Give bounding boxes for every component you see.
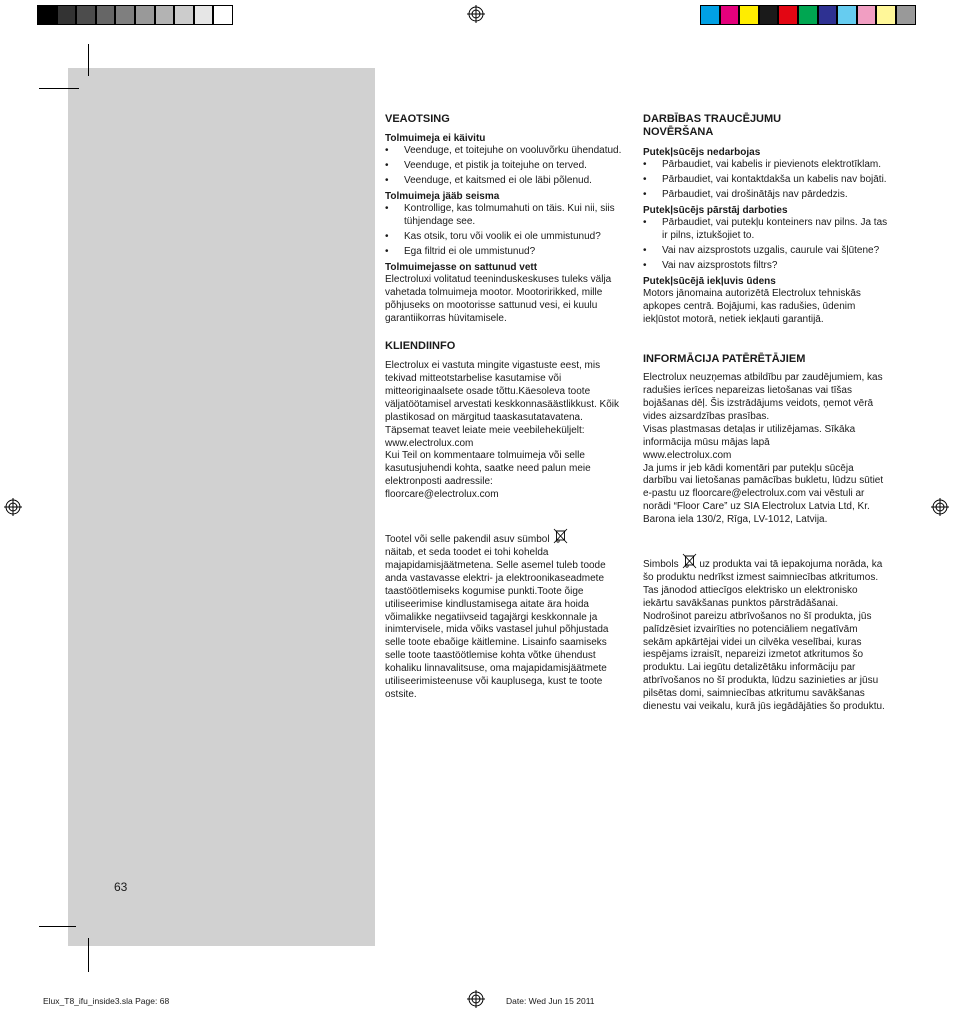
website: www.electrolux.com: [385, 437, 474, 449]
color-swatch: [76, 5, 96, 25]
color-swatch: [174, 5, 194, 25]
section-title-line-1: DARBĪBAS TRAUCĒJUMU: [643, 113, 782, 125]
list-item: • Pārbaudiet, vai drošinātājs nav pārdedzis.: [643, 189, 888, 202]
section-title: VEAOTSING: [385, 113, 450, 125]
list-item: • Vai nav aizsprostots uzgalis, caurule vai šļūtene?: [643, 245, 888, 258]
bullet-list: [385, 203, 625, 259]
crossed-out-wheelie-bin-icon: [682, 553, 697, 569]
registration-mark-icon: [467, 5, 485, 23]
color-swatch: [57, 5, 77, 25]
paragraph: [385, 528, 625, 702]
color-swatch: [759, 5, 779, 25]
page-number: 63: [114, 880, 128, 894]
color-swatch: [818, 5, 838, 25]
symbol-lead: Simbols: [643, 559, 679, 571]
bullet-list: [643, 159, 888, 202]
list-item: • Pārbaudiet, vai putekļu konteiners nav pilns. Ja tas ir pilns, iztukšojiet to.: [643, 217, 888, 243]
color-swatch: [700, 5, 720, 25]
color-swatch: [155, 5, 175, 25]
list-item: • Veenduge, et kaitsmed ei ole läbi põlenud.: [385, 175, 625, 188]
list-item: • Kas otsik, toru või voolik ei ole ummistunud?: [385, 231, 625, 244]
section-title-line-2: NOVĒRŠANA: [643, 126, 714, 138]
crossed-out-wheelie-bin-icon: [553, 528, 568, 544]
paragraph: [643, 553, 888, 714]
color-swatch: [778, 5, 798, 25]
paragraph: Electrolux neuzņemas atbildību par zaudējumiem, kas radušies ierīces nepareizas lietošanas vai tīšas bojāšanas dēļ. Šis izstrādājums veidots, ņemot vērā vides aizsardzības prasības.: [643, 372, 883, 422]
section-title: KLIENDIINFO: [385, 340, 456, 353]
paragraph: Visas plastmasas detaļas ir utilizējamas. Sīkāka informācija mūsu mājas lapā: [643, 423, 856, 448]
color-swatch: [213, 5, 233, 25]
registration-mark-icon: [4, 498, 22, 516]
registration-mark-icon: [467, 990, 485, 1008]
list-item: • Vai nav aizsprostots filtrs?: [643, 260, 888, 273]
slug-file-info: Elux_T8_ifu_inside3.sla Page: 68: [43, 996, 170, 1006]
bullet-list: [643, 217, 888, 273]
paragraph: Kui Teil on kommentaare tolmuimeja või selle kasutusjuhendi kohta, saatke need palun meie elektronposti aadressile:: [385, 450, 591, 488]
color-swatch: [135, 5, 155, 25]
slug-date: Date: Wed Jun 15 2011: [506, 996, 595, 1006]
color-swatch: [194, 5, 214, 25]
crop-mark: [88, 44, 89, 76]
email: floorcare@electrolux.com: [385, 489, 499, 501]
left-text-column: [385, 113, 625, 702]
crop-mark: [88, 938, 89, 972]
subheading: Putekļsūcējā iekļuvis ūdens: [643, 276, 776, 288]
paragraph: Electroluxi volitatud teeninduskeskuses tuleks välja vahetada tolmuimeja mootor. Mootoririkked, mille põhjuseks on mootorisse sattunud vesi, ei kuulu garantiikorras hüvitamisele.: [385, 274, 612, 325]
list-item: • Veenduge, et pistik ja toitejuhe on terved.: [385, 160, 625, 173]
subheading: Tolmuimeja ei käivitu: [385, 133, 486, 144]
list-item: • Ega filtrid ei ole ummistunud?: [385, 246, 625, 259]
color-swatch: [37, 5, 57, 25]
color-swatch: [876, 5, 896, 25]
bullet-list: [385, 145, 625, 188]
crop-mark: [39, 926, 76, 927]
grayscale-color-bar: [37, 5, 233, 25]
color-swatch: [739, 5, 759, 25]
color-swatch: [798, 5, 818, 25]
process-color-bar: [700, 5, 916, 25]
crop-mark: [39, 88, 79, 89]
color-swatch: [720, 5, 740, 25]
right-text-column: [643, 113, 888, 714]
recycle-text: näitab, et seda toodet ei tohi kohelda majapidamisjäätmetena. Selle asemel tuleb toode anda vastavasse elektri- ja elektroonikaseadmete taastöötlemiseks kogumise punkti.Toote õige utiliseerimise kindlustamisega aitate ära hoida võimalikke negatiivseid tagajärgi keskkonnale ja inimtervisele, mida võiks vastasel juhul põhjustada selle toote ebaõige käitlemine. Lisainfo saamiseks selle toote taastöötlemise kohta võtke ühendust kohaliku linnavalitsuse, oma majapidamisjäätmete utiliseerimisteenuse või kauplusega, kust te toote ostsite.: [385, 546, 609, 700]
list-item: • Veenduge, et toitejuhe on vooluvõrku ühendatud.: [385, 145, 625, 158]
color-swatch: [96, 5, 116, 25]
color-swatch: [115, 5, 135, 25]
subheading: Tolmuimeja jääb seisma: [385, 191, 500, 203]
list-item: • Pārbaudiet, vai kabelis ir pievienots elektrotīklam.: [643, 159, 888, 172]
color-swatch: [896, 5, 916, 25]
list-item: • Pārbaudiet, vai kontaktdakša un kabelis nav bojāti.: [643, 174, 888, 187]
list-item: • Kontrollige, kas tolmumahuti on täis. Kui nii, siis tühjendage see.: [385, 203, 625, 229]
section-title: INFORMĀCIJA PATĒRĒTĀJIEM: [643, 353, 806, 366]
recycle-lead: Tootel või selle pakendil asuv sümbol: [385, 534, 550, 546]
color-swatch: [857, 5, 877, 25]
left-margin-panel: [68, 68, 375, 946]
paragraph: Motors jānomaina autorizētā Electrolux tehniskās apkopes centrā. Bojājumi, kas radušies, ūdenim iekļūstot motorā, netiek iekļauti garantijā.: [643, 288, 861, 326]
paragraph: Electrolux ei vastuta mingite vigastuste eest, mis tekivad mitteotstarbelise kasutamise või mitteoriginaalsete osade tõttu.Käesoleva toote väljatöötamisel arvestati keskkonnasäästlikkust. Kõik plastikosad on märgitud taaskasutatavatena. Täpsemat teavet leiate meie veebileheküljelt:: [385, 360, 619, 436]
color-swatch: [837, 5, 857, 25]
subheading: Putekļsūcējs nedarbojas: [643, 147, 761, 158]
subheading: Putekļsūcējs pārstāj darboties: [643, 205, 788, 217]
paragraph: Ja jums ir jeb kādi komentāri par putekļu sūcēja darbību vai lietošanas pamācības bukletu, lūdzu sūtiet e-pastu uz floorcare@electrolux.com vai vēstuli ar norādi “Floor Care” uz SIA Electrolux Latvia Ltd, Kr. Barona iela 130/2, Rīga, LV-1012, Latvija.: [643, 462, 884, 526]
symbol-text: uz produkta vai tā iepakojuma norāda, ka šo produktu nedrīkst izmest saimniecības atkritumos. Tas jānodod attiecīgos elektrisko un elektronisko iekārtu savākšanas punktos pārstrādāšanai. Nodrošinot pareizu atbrīvošanos no šī produkta, jūs palīdzēsiet izvairīties no potenciāliem negatīvām sekām apkārtējai videi un cilvēka veselībai, kuras iespējams izraisīt, nepareizi izmetot atkritumos šo produktu. Lai iegūtu detalizētāku informāciju par atbrīvošanos no šī produkta, lūdzu sazinieties ar jūsu pilsētas domi, saimniecības atkritumu savākšanas dienestu vai veikalu, kurā jūs iegādājāties šo produktu.: [643, 559, 885, 713]
subheading: Tolmuimejasse on sattunud vett: [385, 262, 538, 274]
website: www.electrolux.com: [643, 449, 732, 461]
registration-mark-icon: [931, 498, 949, 516]
